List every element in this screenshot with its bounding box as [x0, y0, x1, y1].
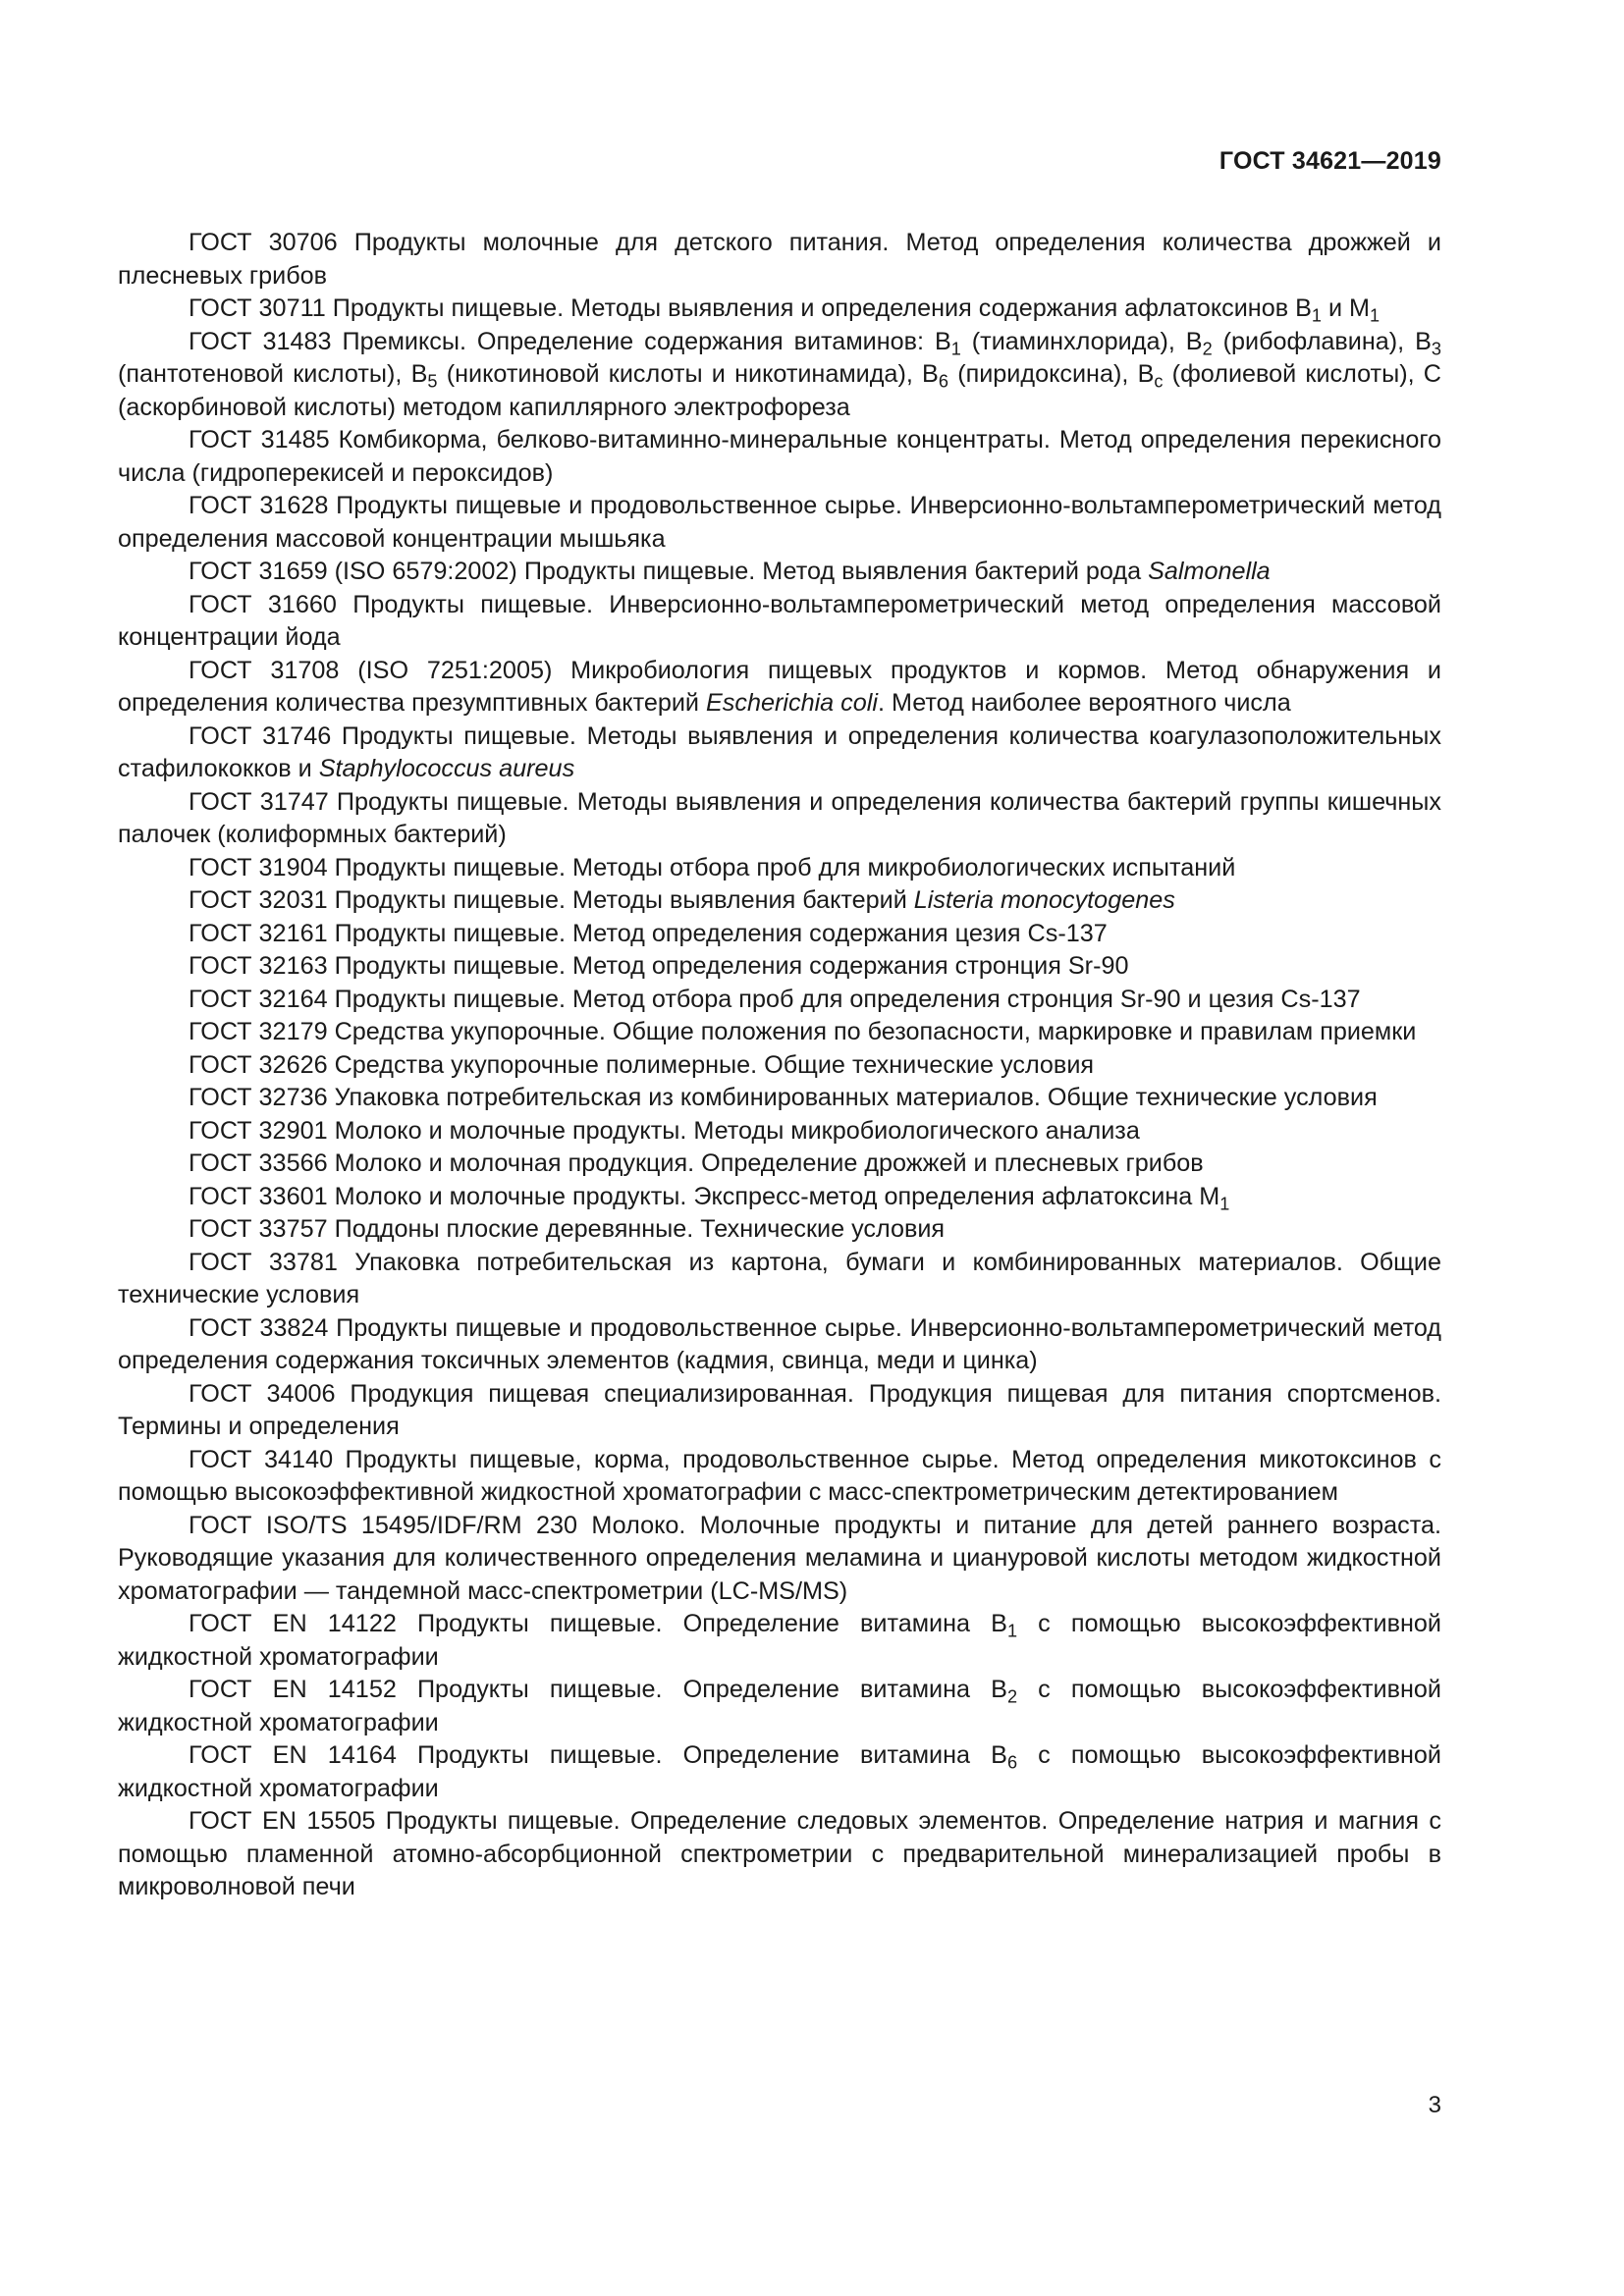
reference-text: ГОСТ 30711 Продукты пищевые. Методы выявления и определения содержания афлатоксинов B	[189, 294, 1312, 322]
reference-entry	[118, 950, 1441, 984]
reference-entry	[118, 721, 1441, 786]
reference-entry	[118, 1674, 1441, 1739]
reference-text: (никотиновой кислоты и никотинамида), B	[437, 360, 939, 388]
reference-text: ГОСТ 32179 Средства укупорочные. Общие положения по безопасности, маркировке и правилам приемки	[189, 1018, 1417, 1045]
reference-text: с помощью высокоэффективной жидкостной хроматографии	[118, 1676, 1441, 1736]
reference-text: ГОСТ 34006 Продукция пищевая специализированная. Продукция пищевая для питания спортсменов. Термины и определения	[118, 1379, 1441, 1440]
reference-text: (тиаминхлорида), B	[960, 327, 1203, 355]
reference-text: и M	[1321, 294, 1371, 322]
subscript: 1	[1370, 305, 1380, 326]
reference-entry	[118, 227, 1441, 293]
reference-text: ГОСТ 31485 Комбикорма, белково-витаминно-минеральные концентраты. Метод определения перекисного числа (гидроперекисей и пероксидов)	[118, 426, 1441, 487]
reference-entry	[118, 884, 1441, 918]
reference-text: (пиридоксина), B	[947, 360, 1155, 388]
reference-text: ГОСТ EN 15505 Продукты пищевые. Определение следовых элементов. Определение натрия и магния с помощью пламенной атомно-абсорбционной спектрометрии с предварительной минерализацией пробы в микроволновой печи	[118, 1807, 1441, 1900]
page-number: 3	[1428, 2092, 1441, 2118]
reference-text: ГОСТ 34140 Продукты пищевые, корма, продовольственное сырье. Метод определения микотоксинов с помощью высокоэффективной жидкостной хроматографии с масс-спектрометрическим детектированием	[118, 1445, 1441, 1506]
reference-text: ГОСТ 32164 Продукты пищевые. Метод отбора проб для определения стронция Sr-90 и цезия Cs-137	[189, 985, 1361, 1013]
reference-text: ГОСТ 32161 Продукты пищевые. Метод определения содержания цезия Cs-137	[189, 919, 1108, 947]
reference-entry	[118, 424, 1441, 490]
reference-entry	[118, 1148, 1441, 1181]
reference-text: ГОСТ 32626 Средства укупорочные полимерные. Общие технические условия	[189, 1050, 1095, 1079]
subscript: 6	[1006, 1752, 1018, 1773]
reference-text: ГОСТ 33757 Поддоны плоские деревянные. Технические условия	[189, 1215, 946, 1243]
species-name: Listeria monocytogenes	[913, 886, 1175, 914]
reference-entry	[118, 1739, 1441, 1805]
subscript: 3	[1431, 338, 1442, 358]
normative-references-list	[118, 227, 1441, 1904]
reference-text: ГОСТ 31659 (ISO 6579:2002) Продукты пищевые. Метод выявления бактерий рода	[189, 558, 1149, 585]
reference-entry	[118, 1082, 1441, 1115]
reference-entry	[118, 556, 1441, 589]
reference-entry	[118, 1115, 1441, 1148]
subscript: 1	[950, 338, 961, 358]
subscript: 1	[1311, 305, 1322, 326]
reference-entry	[118, 490, 1441, 556]
reference-entry	[118, 1444, 1441, 1510]
subscript: 1	[1219, 1193, 1230, 1213]
subscript: 2	[1202, 338, 1213, 358]
reference-entry	[118, 1378, 1441, 1444]
reference-text: ГОСТ 33781 Упаковка потребительская из картона, бумаги и комбинированных материалов. Общие технические условия	[118, 1248, 1441, 1308]
reference-entry	[118, 1608, 1441, 1674]
reference-text: ГОСТ 32031 Продукты пищевые. Методы выявления бактерий	[189, 886, 914, 914]
reference-entry	[118, 1805, 1441, 1904]
reference-text: ГОСТ 32163 Продукты пищевые. Метод определения содержания стронция Sr-90	[189, 952, 1129, 980]
reference-text: ГОСТ 31904 Продукты пищевые. Методы отбора проб для микробиологических испытаний	[189, 853, 1236, 881]
reference-text: ГОСТ 31746 Продукты пищевые. Методы выявления и определения количества коагулазоположительных стафилококков и	[118, 721, 1441, 782]
reference-entry	[118, 1016, 1441, 1049]
reference-entry	[118, 1247, 1441, 1312]
reference-entry	[118, 786, 1441, 852]
reference-text: с помощью высокоэффективной жидкостной хроматографии	[118, 1610, 1441, 1671]
reference-text: с помощью высокоэффективной жидкостной хроматографии	[118, 1741, 1441, 1802]
reference-text: ГОСТ 31628 Продукты пищевые и продовольственное сырье. Инверсионно-вольтамперометрический метод определения массовой концентрации мышьяка	[118, 492, 1441, 553]
reference-text: . Метод наиболее вероятного числа	[877, 689, 1291, 717]
reference-entry	[118, 1312, 1441, 1378]
reference-text: ГОСТ 31660 Продукты пищевые. Инверсионно-вольтамперометрический метод определения массовой концентрации йода	[118, 590, 1441, 651]
reference-text: ГОСТ 33824 Продукты пищевые и продовольственное сырье. Инверсионно-вольтамперометрический метод определения содержания токсичных элементов (кадмия, свинца, меди и цинка)	[118, 1313, 1441, 1374]
reference-text: (пантотеновой кислоты), B	[118, 360, 428, 388]
reference-text: ГОСТ EN 14122 Продукты пищевые. Определение витамина B	[189, 1610, 1007, 1637]
subscript: 6	[938, 371, 948, 392]
document-code: ГОСТ 34621—2019	[1218, 147, 1441, 175]
subscript: 5	[427, 371, 438, 392]
reference-text: ГОСТ 33601 Молоко и молочные продукты. Экспресс-метод определения афлатоксина M	[189, 1182, 1220, 1210]
species-name: Staphylococcus aureus	[318, 755, 575, 782]
reference-entry	[118, 326, 1441, 425]
reference-entry	[118, 293, 1441, 326]
subscript: 1	[1006, 1621, 1018, 1641]
reference-entry	[118, 1181, 1441, 1214]
reference-entry	[118, 589, 1441, 655]
reference-entry	[118, 984, 1441, 1017]
reference-text: ГОСТ 31483 Премиксы. Определение содержания витаминов: B	[189, 327, 951, 355]
reference-text: ГОСТ EN 14152 Продукты пищевые. Определение витамина B	[189, 1676, 1007, 1703]
reference-text: ГОСТ ISO/TS 15495/IDF/RM 230 Молоко. Молочные продукты и питание для детей раннего возраста. Руководящие указания для количественного определения меламина и циануровой кислоты методом жидкостной хроматографии — тандемной масс-спектрометрии (LC-MS/MS)	[118, 1511, 1441, 1605]
reference-text: (рибофлавина), B	[1212, 327, 1432, 355]
subscript: 2	[1006, 1686, 1018, 1707]
reference-text: ГОСТ 32736 Упаковка потребительская из комбинированных материалов. Общие технические условия	[189, 1084, 1378, 1111]
reference-text: ГОСТ 30706 Продукты молочные для детского питания. Метод определения количества дрожжей и плесневых грибов	[118, 229, 1441, 290]
species-name: Salmonella	[1148, 558, 1271, 585]
reference-entry	[118, 918, 1441, 951]
reference-entry	[118, 1049, 1441, 1083]
reference-entry	[118, 1213, 1441, 1247]
reference-text: ГОСТ 31747 Продукты пищевые. Методы выявления и определения количества бактерий группы кишечных палочек (колиформных бактерий)	[118, 787, 1441, 848]
reference-entry	[118, 655, 1441, 721]
reference-entry	[118, 1510, 1441, 1609]
reference-text: ГОСТ 33566 Молоко и молочная продукция. Определение дрожжей и плесневых грибов	[189, 1149, 1204, 1177]
subscript: c	[1154, 371, 1164, 392]
reference-text: ГОСТ 31708 (ISO 7251:2005) Микробиология пищевых продуктов и кормов. Метод обнаружения и определения количества презумптивных бактерий	[118, 656, 1441, 717]
reference-text: (фолиевой кислоты), C (аскорбиновой кислоты) методом капиллярного электрофореза	[118, 360, 1441, 421]
reference-text: ГОСТ 32901 Молоко и молочные продукты. Методы микробиологического анализа	[189, 1116, 1140, 1145]
reference-entry	[118, 852, 1441, 885]
reference-text: ГОСТ EN 14164 Продукты пищевые. Определение витамина B	[189, 1741, 1007, 1769]
species-name: Escherichia coli	[705, 689, 878, 717]
